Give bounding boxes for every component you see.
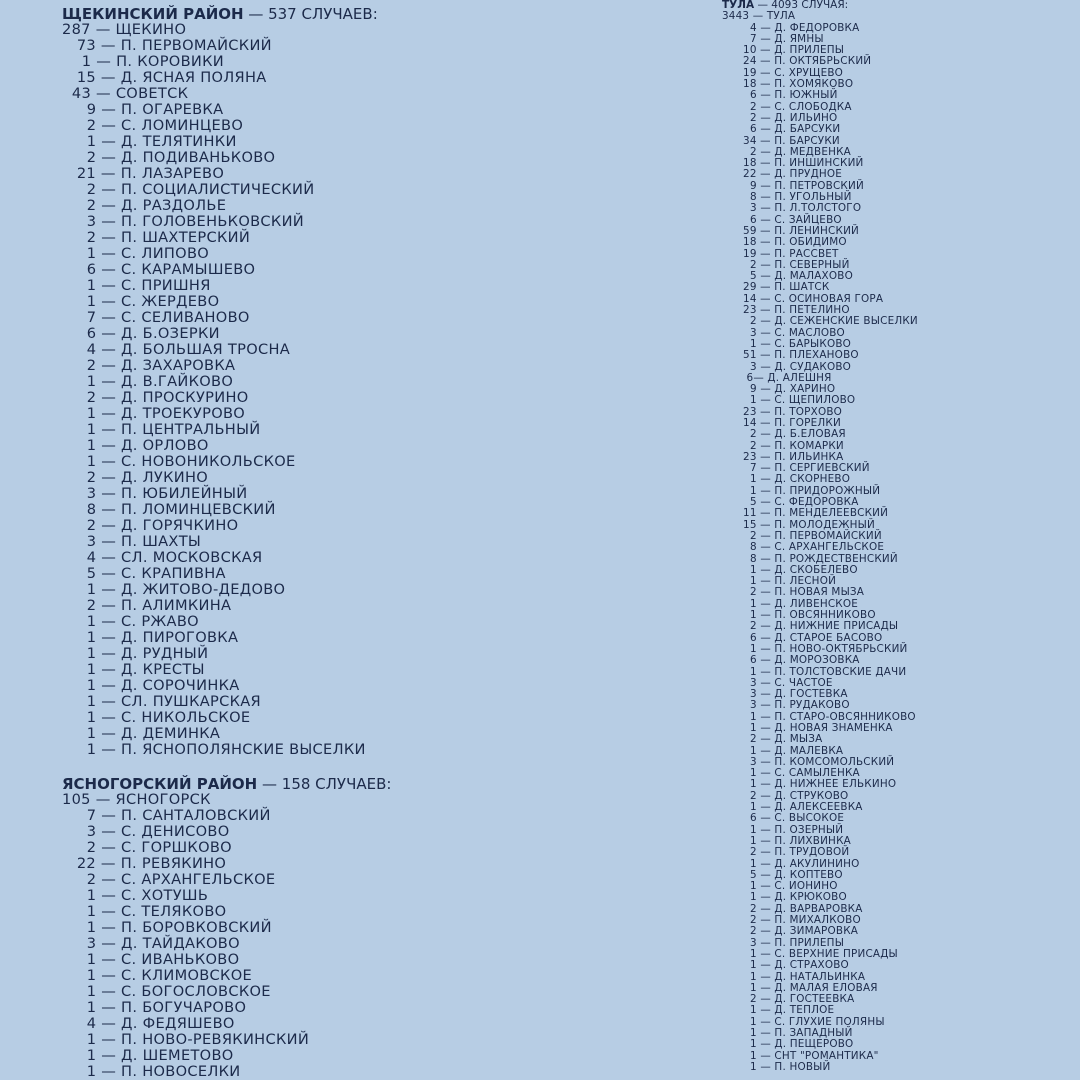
list-item: 3 — С. ДЕНИСОВО [62, 823, 230, 840]
list-item: 1 — Д. ТРОЕКУРОВО [62, 405, 246, 422]
list-item: 3 — П. ПРИЛЕПЫ [722, 936, 845, 949]
list-item: 2 — П. АЛИМКИНА [62, 597, 232, 614]
list-item: 1 — Д. АКУЛИНИНО [722, 857, 860, 870]
list-item: 1 — П. НОВО-ОКТЯБРЬСКИЙ [722, 642, 908, 655]
list-item: 2 — Д. МЕДВЕНКА [722, 145, 851, 158]
list-item: 3 — С. МАСЛОВО [722, 326, 845, 339]
list-item: 1 — П. ЯСНОПОЛЯНСКИЕ ВЫСЕЛКИ [62, 741, 366, 758]
left-column [62, 6, 682, 1080]
list-item: 6 — С. КАРАМЫШЕВО [62, 261, 256, 278]
list-item: 1 — П. БОРОВКОВСКИЙ [62, 919, 272, 936]
list-item: 2 — Д. РАЗДОЛЬЕ [62, 197, 227, 214]
tula-list [722, 11, 1072, 1073]
list-item: 1 — Д. НИЖНЕЕ ЕЛЬКИНО [722, 778, 897, 791]
list-item: 1 — П. ПРИДОРОЖНЫЙ [722, 484, 881, 497]
list-item: 3 — Д. СУДАКОВО [722, 360, 852, 373]
list-item: 1 — Д. ТЕЛЯТИНКИ [62, 133, 237, 150]
list-item: 19 — С. ХРУЩЕВО [722, 66, 844, 79]
list-item: 2 — Д. ГОСТЕЕВКА [722, 993, 855, 1006]
list-item: 9 — Д. ХАРИНО [722, 383, 836, 396]
list-item: 1 — Д. МАЛЕВКА [722, 744, 844, 757]
list-item: 23 — П. ПЕТЕЛИНО [722, 304, 850, 317]
yasnogorsk-list [62, 792, 682, 1080]
list-item: 1 — С. БАРЫКОВО [722, 337, 852, 350]
list-item: 7 — С. СЕЛИВАНОВО [62, 309, 250, 326]
list-item: 15 — П. МОЛОДЕЖНЫЙ [722, 518, 876, 531]
list-item: 2 — Д. ГОРЯЧКИНО [62, 517, 239, 534]
list-item: 8 — С. АРХАНГЕЛЬСКОЕ [722, 541, 885, 554]
list-item: 1 — П. БОГУЧАРОВО [62, 999, 247, 1016]
list-item: 2 — Д. ЗАХАРОВКА [62, 357, 236, 374]
list-item: 1 — Д. СКОБЕЛЕВО [722, 563, 858, 576]
list-item: 6 — Д. БАРСУКИ [722, 123, 841, 136]
list-item: 1 — С. ИВАНЬКОВО [62, 951, 240, 968]
list-item: 287 — ЩЕКИНО [62, 21, 187, 38]
list-item: 1 — П. КОРОВИКИ [62, 53, 225, 70]
list-item: 5 — С. КРАПИВНА [62, 565, 226, 582]
tula-section [722, 0, 1072, 1073]
list-item: 2 — Д. ВАРВАРОВКА [722, 902, 863, 915]
list-item: 4 — Д. БОЛЬШАЯ ТРОСНА [62, 341, 291, 358]
list-item: 43 — СОВЕТСК [62, 85, 189, 102]
list-item: 23 — П. ТОРХОВО [722, 405, 843, 418]
list-item: 2 — Д. Б.ЕЛОВАЯ [722, 428, 846, 441]
shchekino-title-count: — 537 СЛУЧАЕВ: [243, 5, 378, 23]
shchekino-title-name: ЩЕКИНСКИЙ РАЙОН [62, 5, 244, 23]
list-item: 1 — С. НОВОНИКОЛЬСКОЕ [62, 453, 296, 470]
shchekino-list [62, 22, 682, 758]
list-item: 3 — П. Л.ТОЛСТОГО [722, 202, 862, 215]
list-item: 1 — Д. ТЕПЛОЕ [722, 1004, 835, 1017]
list-item: 6 — Д. МОРОЗОВКА [722, 654, 860, 667]
list-item: 18 — П. ИНШИНСКИЙ [722, 157, 864, 170]
list-item: 1 — С. БОГОСЛОВСКОЕ [62, 983, 271, 1000]
list-item: 2 — П. МИХАЛКОВО [722, 914, 861, 927]
list-item: 1 — С. ГЛУХИЕ ПОЛЯНЫ [722, 1015, 885, 1028]
yasnogorsk-title [62, 776, 682, 792]
list-item: 3443 — ТУЛА [722, 10, 796, 23]
list-item: 1 — Д. КРЮКОВО [722, 891, 847, 904]
tula-title-count: — 4093 СЛУЧАЯ: [754, 0, 849, 11]
list-item: 1 — Д. В.ГАЙКОВО [62, 373, 234, 390]
list-item: 2 — П. КОМАРКИ [722, 439, 844, 452]
yasnogorsk-section [62, 776, 682, 1080]
list-item: 6 — С. ВЫСОКОЕ [722, 812, 845, 825]
list-item: 1 — С. ЖЕРДЕВО [62, 293, 220, 310]
list-item: 18 — П. ХОМЯКОВО [722, 78, 854, 91]
list-item: 3 — С. ЧАСТОЕ [722, 676, 833, 689]
list-item: 3 — П. РУДАКОВО [722, 699, 850, 712]
list-item: 18 — П. ОБИДИМО [722, 236, 847, 249]
shchekino-section [62, 6, 682, 758]
list-item: 1 — Д. ПЕЩЕРОВО [722, 1038, 854, 1051]
list-item: 2 — Д. НИЖНИЕ ПРИСАДЫ [722, 620, 899, 633]
list-item: 2 — С. АРХАНГЕЛЬСКОЕ [62, 871, 276, 888]
list-item: 1 — Д. СОРОЧИНКА [62, 677, 240, 694]
list-item: 3 — Д. ГОСТЕВКА [722, 688, 848, 701]
list-item: 11 — П. МЕНДЕЛЕЕВСКИЙ [722, 507, 889, 520]
list-item: 8 — П. УГОЛЬНЫЙ [722, 191, 852, 204]
list-item: 14 — С. ОСИНОВАЯ ГОРА [722, 292, 884, 305]
list-item: 6 — П. ЮЖНЫЙ [722, 89, 838, 102]
list-item: 1 — П. ЦЕНТРАЛЬНЫЙ [62, 421, 261, 438]
list-item: 7 — П. САНТАЛОВСКИЙ [62, 807, 271, 824]
list-item: 19 — П. РАССВЕТ [722, 247, 839, 260]
list-item: 1 — Д. СТРАХОВО [722, 959, 849, 972]
list-item: 1 — Д. ЖИТОВО-ДЕДОВО [62, 581, 286, 598]
list-item: 9 — П. ПЕТРОВСКИЙ [722, 179, 864, 192]
list-item: 3 — Д. ТАЙДАКОВО [62, 935, 240, 952]
list-item: 6 — Д. СТАРОЕ БАСОВО [722, 631, 883, 644]
list-item: 51 — П. ПЛЕХАНОВО [722, 349, 859, 362]
list-item: 1 — С. ВЕРХНИЕ ПРИСАДЫ [722, 947, 898, 960]
list-item: 4 — Д. ФЕДОРОВКА [722, 21, 860, 34]
list-item: 1 — С. НИКОЛЬСКОЕ [62, 709, 251, 726]
list-item: 15 — Д. ЯСНАЯ ПОЛЯНА [62, 69, 267, 86]
list-item: 2 — Д. ПОДИВАНЬКОВО [62, 149, 276, 166]
list-item: 3 — П. ШАХТЫ [62, 533, 202, 550]
list-item: 2 — С. ГОРШКОВО [62, 839, 232, 856]
list-item: 1 — Д. ЛИВЕНСКОЕ [722, 597, 859, 610]
list-item: 34 — П. БАРСУКИ [722, 134, 840, 147]
list-item: 22 — Д. ПРУДНОЕ [722, 168, 843, 181]
list-item: 23 — П. ИЛЬИНКА [722, 450, 844, 463]
list-item: 1 — Д. ДЕМИНКА [62, 725, 221, 742]
list-item: 5 — С. ФЕДОРОВКА [722, 496, 859, 509]
list-item: 1 — П. НОВО-РЕВЯКИНСКИЙ [62, 1031, 310, 1048]
list-item: 2 — П. СОЦИАЛИСТИЧЕСКИЙ [62, 181, 315, 198]
list-item: 2 — П. ПЕРВОМАЙСКИЙ [722, 529, 882, 542]
list-item: 7 — П. СЕРГИЕВСКИЙ [722, 462, 870, 475]
list-item: 2 — Д. ИЛЬИНО [722, 111, 838, 124]
list-item: 73 — П. ПЕРВОМАЙСКИЙ [62, 37, 272, 54]
list-item: 1 — Д. РУДНЫЙ [62, 645, 209, 662]
list-item: 2 — П. ШАХТЕРСКИЙ [62, 229, 251, 246]
list-item: 1 — Д. ОРЛОВО [62, 437, 209, 454]
list-item: 1 — П. СТАРО-ОВСЯННИКОВО [722, 710, 916, 723]
list-item: 1 — Д. ПИРОГОВКА [62, 629, 239, 646]
list-item: 2 — Д. ЛУКИНО [62, 469, 209, 486]
list-item: 5 — Д. КОПТЕВО [722, 868, 843, 881]
right-column [722, 0, 1072, 1073]
list-item: 2 — С. ЛОМИНЦЕВО [62, 117, 244, 134]
list-item: 24 — П. ОКТЯБРЬСКИЙ [722, 55, 872, 68]
list-item: 1 — СНТ "РОМАНТИКА" [722, 1049, 879, 1062]
list-item: 59 — П. ЛЕНИНСКИЙ [722, 224, 860, 237]
list-item: 1 — П. ЛЕСНОЙ [722, 575, 837, 588]
list-item: 1 — С. ИОНИНО [722, 880, 838, 893]
list-item: 1 — С. КЛИМОВСКОЕ [62, 967, 253, 984]
list-item: 1 — Д. КРЕСТЫ [62, 661, 205, 678]
list-item: 1 — Д. НАТАЛЬИНКА [722, 970, 866, 983]
list-item: 3 — П. ЮБИЛЕЙНЫЙ [62, 485, 248, 502]
list-item: 1 — С. САМЫЛЕНКА [722, 767, 860, 780]
list-item: 105 — ЯСНОГОРСК [62, 791, 211, 808]
list-item: 1 — С. ПРИШНЯ [62, 277, 211, 294]
list-item: 2 — С. СЛОБОДКА [722, 100, 852, 113]
list-item: 3 — П. КОМСОМОЛЬСКИЙ [722, 755, 895, 768]
list-item: 10 — Д. ПРИЛЕПЫ [722, 44, 845, 57]
yasnogorsk-title-name: ЯСНОГОРСКИЙ РАЙОН [62, 775, 258, 793]
list-item: 3 — П. ГОЛОВЕНЬКОВСКИЙ [62, 213, 305, 230]
list-item: 1 — П. НОВЫЙ [722, 1060, 831, 1073]
list-item: 8 — П. ЛОМИНЦЕВСКИЙ [62, 501, 276, 518]
list-item: 7 — Д. ЯМНЫ [722, 32, 824, 45]
list-item: 2 — Д. МЫЗА [722, 733, 823, 746]
list-item: 29 — П. ШАТСК [722, 281, 830, 294]
list-item: 1 — Д. СКОРНЕВО [722, 473, 851, 486]
list-item: 1 — С. ТЕЛЯКОВО [62, 903, 227, 920]
list-item: 1 — Д. ШЕМЕТОВО [62, 1047, 234, 1064]
list-item: 1 — Д. МАЛАЯ ЕЛОВАЯ [722, 981, 878, 994]
yasnogorsk-title-count: — 158 СЛУЧАЕВ: [257, 775, 392, 793]
list-item: 6 — С. ЗАЙЦЕВО [722, 213, 842, 226]
list-item: 1 — С. ЛИПОВО [62, 245, 210, 262]
list-item: 1 — П. ЗАПАДНЫЙ [722, 1027, 853, 1040]
list-item: 2 — Д. ПРОСКУРИНО [62, 389, 249, 406]
list-item: 1 — П. ОЗЕРНЫЙ [722, 823, 844, 836]
list-item: 21 — П. ЛАЗАРЕВО [62, 165, 225, 182]
list-item: 1 — С. ЩЕПИЛОВО [722, 394, 856, 407]
list-item: 14 — П. ГОРЕЛКИ [722, 416, 841, 429]
list-item: 1 — С. РЖАВО [62, 613, 199, 630]
list-item: 1 — П. НОВОСЕЛКИ [62, 1063, 241, 1080]
list-item: 2 — П. СЕВЕРНЫЙ [722, 258, 850, 271]
list-item: 1 — СЛ. ПУШКАРСКАЯ [62, 693, 261, 710]
list-item: 4 — СЛ. МОСКОВСКАЯ [62, 549, 263, 566]
list-item: 1 — П. ЛИХВИНКА [722, 834, 851, 847]
list-item: 2 — Д. СЕЖЕНСКИЕ ВЫСЕЛКИ [722, 315, 918, 328]
list-item: 6— Д. АЛЕШНЯ [722, 371, 832, 384]
list-item: 22 — П. РЕВЯКИНО [62, 855, 227, 872]
list-item: 1 — Д. АЛЕКСЕЕВКА [722, 801, 863, 814]
list-item: 2 — П. ТРУДОВОЙ [722, 846, 850, 859]
list-item: 8 — П. РОЖДЕСТВЕНСКИЙ [722, 552, 898, 565]
list-item: 6 — Д. Б.ОЗЕРКИ [62, 325, 220, 342]
list-item: 2 — Д. СТРУКОВО [722, 789, 849, 802]
tula-title-name: ТУЛА [722, 0, 755, 11]
shchekino-title [62, 6, 682, 22]
list-item: 1 — П. ОВСЯННИКОВО [722, 609, 876, 622]
list-item: 1 — Д. НОВАЯ ЗНАМЕНКА [722, 722, 893, 734]
list-item: 4 — Д. ФЕДЯШЕВО [62, 1015, 235, 1032]
list-item: 2 — Д. ЗИМАРОВКА [722, 925, 859, 938]
list-item: 1 — П. ТОЛСТОВСКИЕ ДАЧИ [722, 665, 907, 678]
list-item: 9 — П. ОГАРЕВКА [62, 101, 224, 118]
list-item: 2 — П. НОВАЯ МЫЗА [722, 586, 865, 599]
list-item: 5 — Д. МАЛАХОВО [722, 270, 853, 283]
list-item: 1 — С. ХОТУШЬ [62, 887, 209, 904]
